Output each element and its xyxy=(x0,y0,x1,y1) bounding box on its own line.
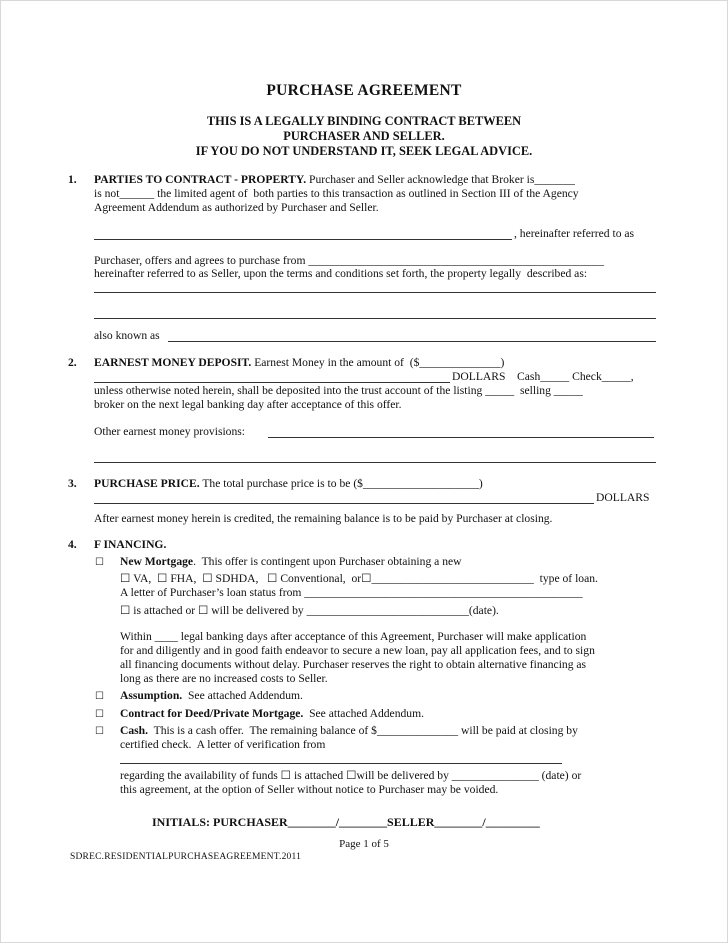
legal-description-line-2[interactable] xyxy=(94,318,656,319)
cash-text-1: This is a cash offer. The remaining balance of $______________ will be paid at closing by xyxy=(148,724,578,737)
section-3-heading: PURCHASE PRICE. xyxy=(94,477,200,490)
funds-line-2: this agreement, at the option of Seller without notice to Purchaser may be voided. xyxy=(120,783,499,796)
earnest-amount-words-line[interactable] xyxy=(94,382,450,383)
within-line-1: Within ____ legal banking days after acceptance of this Agreement, Purchaser will make application xyxy=(120,630,587,643)
section-1-text-2: is not______ the limited agent of both parties to this transaction as outlined in Section III of the Agency xyxy=(94,187,579,200)
new-mortgage-checkbox[interactable]: ☐ xyxy=(95,557,104,568)
new-mortgage-text: . This offer is contingent upon Purchaser obtaining a new xyxy=(193,555,462,568)
section-1-text-4: , hereinafter referred to as xyxy=(514,227,635,240)
purchaser-name-line[interactable] xyxy=(94,239,512,240)
contract-for-deed-checkbox[interactable]: ☐ xyxy=(95,709,104,720)
section-3-text-1: The total purchase price is to be ($____________________) xyxy=(199,477,483,490)
section-1-text-1: Purchaser and Seller acknowledge that Broker is_______ xyxy=(306,173,575,186)
section-1-text-6: hereinafter referred to as Seller, upon the terms and conditions set forth, the property legally described as: xyxy=(94,267,588,280)
verification-source-line[interactable] xyxy=(120,763,562,764)
within-line-4: long as there are no increased costs to Seller. xyxy=(120,672,328,685)
loan-status-line: A letter of Purchaser’s loan status from ________________________________________________ xyxy=(120,586,583,599)
subtitle-line-3: IF YOU DO NOT UNDERSTAND IT, SEEK LEGAL ADVICE. xyxy=(195,144,533,158)
new-mortgage-line xyxy=(120,555,462,569)
cash-checkbox[interactable]: ☐ xyxy=(95,726,104,737)
new-mortgage-heading: New Mortgage xyxy=(120,555,194,568)
earnest-provisions-line-2[interactable] xyxy=(94,462,656,463)
section-2-text-1: Earnest Money in the amount of ($______________) xyxy=(251,356,505,369)
assumption-line xyxy=(120,689,303,703)
within-line-2: for and diligently and in good faith endeavor to secure a new loan, pay all application fees, and to sign xyxy=(120,644,595,657)
page-number: Page 1 of 5 xyxy=(339,838,389,850)
purchase-price-words-line[interactable] xyxy=(94,503,594,504)
within-line-3: all financing documents without delay. Purchaser reserves the right to obtain alternative financing as xyxy=(120,658,587,671)
section-1-text-3: Agreement Addendum as authorized by Purchaser and Seller. xyxy=(94,201,379,214)
form-footer-id: SDREC.RESIDENTIALPURCHASEAGREEMENT.2011 xyxy=(70,852,302,862)
also-known-as-line[interactable] xyxy=(168,341,656,342)
section-2-text-2: DOLLARS Cash_____ Check_____, xyxy=(452,370,634,383)
initials-line[interactable]: INITIALS: PURCHASER________/________SELLER________/_________ xyxy=(152,815,540,829)
loan-letter-delivery[interactable]: ☐ is attached or ☐ will be delivered by ____________________________(date). xyxy=(120,604,499,617)
earnest-provisions-line-1[interactable] xyxy=(268,437,654,438)
cash-text-2: certified check. A letter of verification from xyxy=(120,738,326,751)
section-3-line-1 xyxy=(94,477,483,491)
section-2-text-5: Other earnest money provisions: xyxy=(94,425,246,438)
loan-type-options[interactable]: ☐ VA, ☐ FHA, ☐ SDHDA, ☐ Conventional, or☐____________________________ type of loan. xyxy=(120,572,598,585)
section-3-text-2: DOLLARS xyxy=(596,491,650,504)
subtitle-line-1: THIS IS A LEGALLY BINDING CONTRACT BETWEEN xyxy=(206,114,522,128)
section-1-heading: PARTIES TO CONTRACT - PROPERTY. xyxy=(94,173,307,186)
section-1-line-1 xyxy=(94,173,575,187)
section-4-heading: F INANCING. xyxy=(94,538,167,551)
assumption-heading: Assumption. xyxy=(120,689,183,702)
section-2-text-4: broker on the next legal banking day after acceptance of this offer. xyxy=(94,398,402,411)
section-2-line-1 xyxy=(94,356,504,370)
section-1-text-5: Purchaser, offers and agrees to purchase from ___________________________________________________ xyxy=(94,254,605,267)
funds-line-1[interactable]: regarding the availability of funds ☐ is attached ☐will be delivered by _______________ (date) or xyxy=(120,769,582,782)
contract-for-deed-heading: Contract for Deed/Private Mortgage. xyxy=(120,707,304,720)
section-3-number: 3. xyxy=(68,477,77,490)
assumption-text: See attached Addendum. xyxy=(182,689,303,702)
legal-description-line-1[interactable] xyxy=(94,292,656,293)
section-3-text-3: After earnest money herein is credited, the remaining balance is to be paid by Purchaser at closing. xyxy=(94,512,553,525)
assumption-checkbox[interactable]: ☐ xyxy=(95,691,104,702)
subtitle-line-2: PURCHASER AND SELLER. xyxy=(283,129,445,143)
section-2-number: 2. xyxy=(68,356,77,369)
cash-line-1 xyxy=(120,724,578,738)
document-title: PURCHASE AGREEMENT xyxy=(266,82,462,99)
contract-for-deed-text: See attached Addendum. xyxy=(303,707,425,720)
contract-for-deed-line xyxy=(120,707,424,721)
section-2-heading: EARNEST MONEY DEPOSIT. xyxy=(94,356,252,369)
section-2-text-3: unless otherwise noted herein, shall be deposited into the trust account of the listing _____ selling _____ xyxy=(94,384,583,397)
cash-heading: Cash. xyxy=(120,724,149,737)
section-1-text-7: also known as xyxy=(94,329,160,342)
section-1-number: 1. xyxy=(68,173,77,186)
section-4-number: 4. xyxy=(68,538,77,551)
